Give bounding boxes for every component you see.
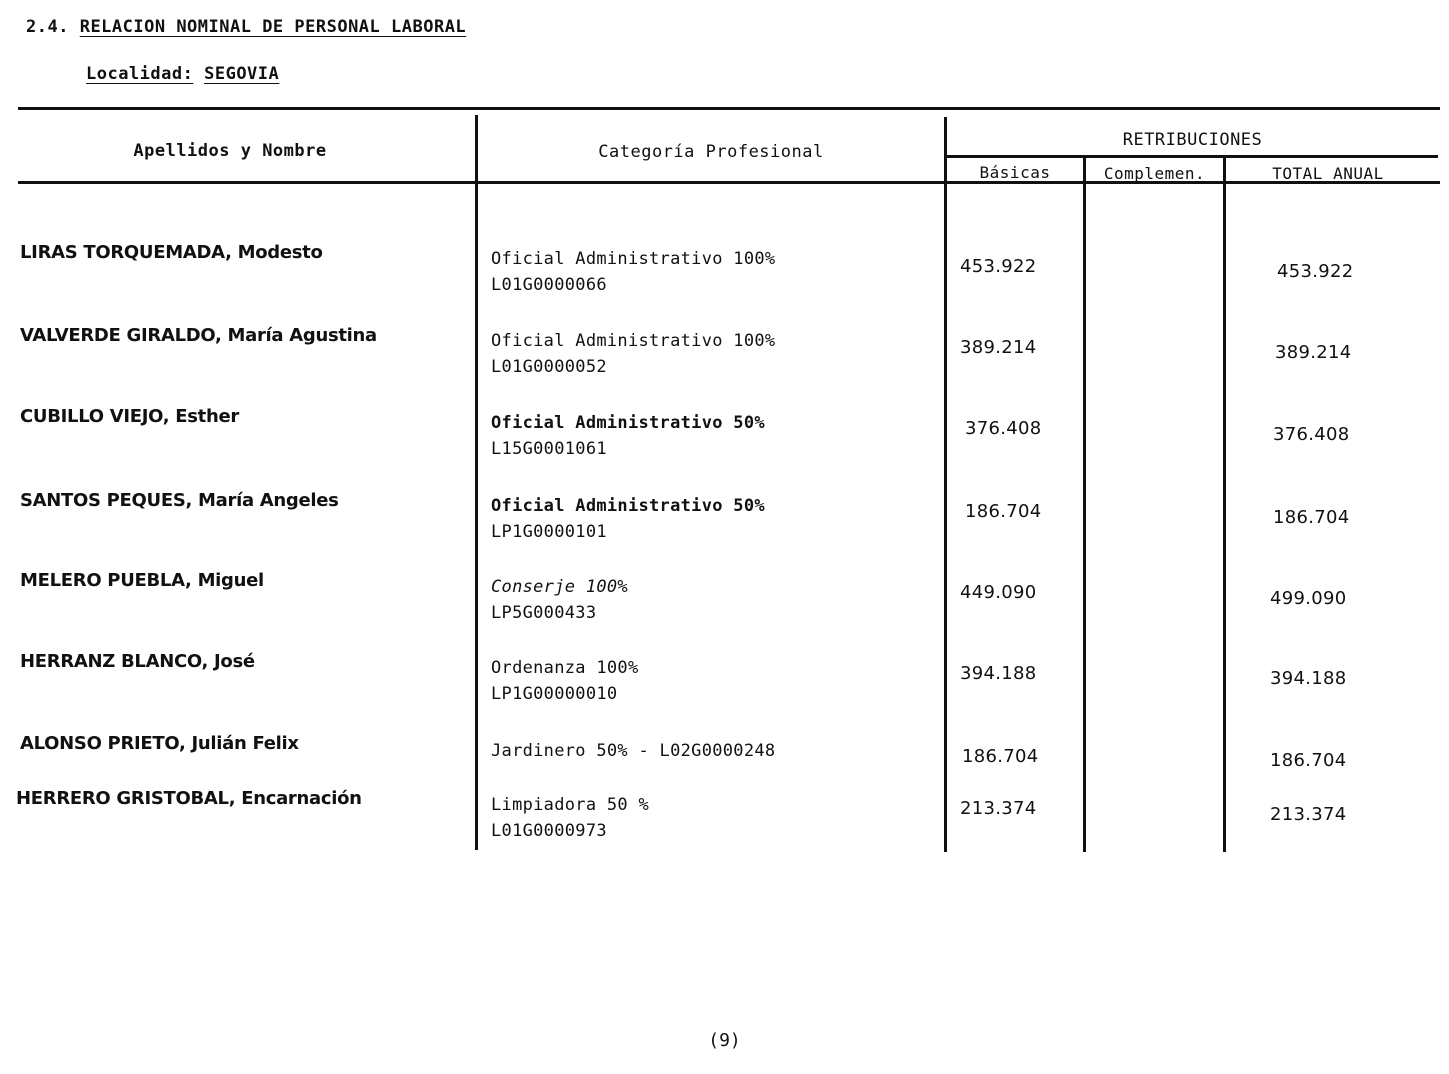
- employee-category: [491, 246, 775, 298]
- page-number: (9): [708, 1030, 741, 1051]
- employee-category: [491, 655, 639, 707]
- employee-name: SANTOS PEQUES, María Angeles: [20, 490, 339, 511]
- category-label: Oficial Administrativo 50%: [491, 496, 765, 516]
- total-value: 453.922: [1277, 261, 1354, 282]
- category-label: Ordenanza 100%: [491, 658, 639, 678]
- basicas-value: 449.090: [960, 582, 1037, 603]
- employee-name: CUBILLO VIEJO, Esther: [20, 406, 239, 427]
- header-total: TOTAL ANUAL: [1272, 164, 1384, 183]
- employee-category: [491, 792, 649, 844]
- locality-value: SEGOVIA: [204, 64, 280, 84]
- employee-name: LIRAS TORQUEMADA, Modesto: [20, 242, 323, 263]
- employee-name: MELERO PUEBLA, Miguel: [20, 570, 264, 591]
- employee-name: ALONSO PRIETO, Julián Felix: [20, 733, 299, 754]
- header-name: Apellidos y Nombre: [133, 141, 327, 161]
- category-code: L01G0000066: [491, 275, 607, 295]
- category-code: L15G0001061: [491, 439, 607, 459]
- total-value: 394.188: [1270, 668, 1347, 689]
- header-complemen: Complemen.: [1103, 164, 1206, 183]
- category-code: L01G0000052: [491, 357, 607, 377]
- basicas-value: 453.922: [960, 256, 1037, 277]
- category-label: Jardinero 50% - L02G0000248: [491, 741, 776, 761]
- basicas-value: 213.374: [960, 798, 1037, 819]
- total-value: 213.374: [1270, 804, 1347, 825]
- employee-category: [491, 410, 765, 462]
- header-category: Categoría Profesional: [598, 142, 824, 162]
- column-divider-2: [944, 117, 947, 852]
- category-code: L01G0000973: [491, 821, 607, 841]
- column-divider-3: [1083, 157, 1086, 852]
- locality-line: [86, 64, 279, 84]
- basicas-value: 376.408: [965, 418, 1042, 439]
- category-label: Conserje 100%: [491, 577, 628, 597]
- header-retribuciones: RETRIBUCIONES: [1122, 130, 1263, 150]
- employee-name: HERRANZ BLANCO, José: [20, 651, 255, 672]
- employee-category: [491, 493, 765, 545]
- section-heading: [26, 17, 466, 37]
- category-code: LP5G000433: [491, 603, 597, 623]
- employee-category: [491, 738, 775, 764]
- header-basicas: Básicas: [979, 163, 1051, 182]
- column-divider-1: [475, 115, 478, 850]
- basicas-value: 186.704: [962, 746, 1039, 767]
- section-title: RELACION NOMINAL DE PERSONAL LABORAL: [79, 17, 467, 37]
- employee-name: HERRERO GRISTOBAL, Encarnación: [16, 788, 362, 809]
- employee-name: VALVERDE GIRALDO, María Agustina: [20, 325, 377, 346]
- retribuciones-rule: [947, 155, 1438, 158]
- employee-category: [491, 574, 628, 626]
- category-label: Limpiadora 50 %: [491, 795, 650, 815]
- total-value: 186.704: [1270, 750, 1347, 771]
- category-code: LP1G00000010: [491, 684, 618, 704]
- category-label: Oficial Administrativo 100%: [491, 331, 776, 351]
- locality-label: Localidad:: [86, 64, 194, 84]
- basicas-value: 394.188: [960, 663, 1037, 684]
- column-divider-4: [1223, 157, 1226, 852]
- table-top-rule: [18, 107, 1440, 110]
- total-value: 186.704: [1273, 507, 1350, 528]
- category-label: Oficial Administrativo 50%: [491, 413, 765, 433]
- category-code: LP1G0000101: [491, 522, 607, 542]
- section-number: 2.4.: [26, 17, 69, 37]
- total-value: 499.090: [1270, 588, 1347, 609]
- category-label: Oficial Administrativo 100%: [491, 249, 776, 269]
- total-value: 389.214: [1275, 342, 1352, 363]
- basicas-value: 389.214: [960, 337, 1037, 358]
- basicas-value: 186.704: [965, 501, 1042, 522]
- employee-category: [491, 328, 775, 380]
- total-value: 376.408: [1273, 424, 1350, 445]
